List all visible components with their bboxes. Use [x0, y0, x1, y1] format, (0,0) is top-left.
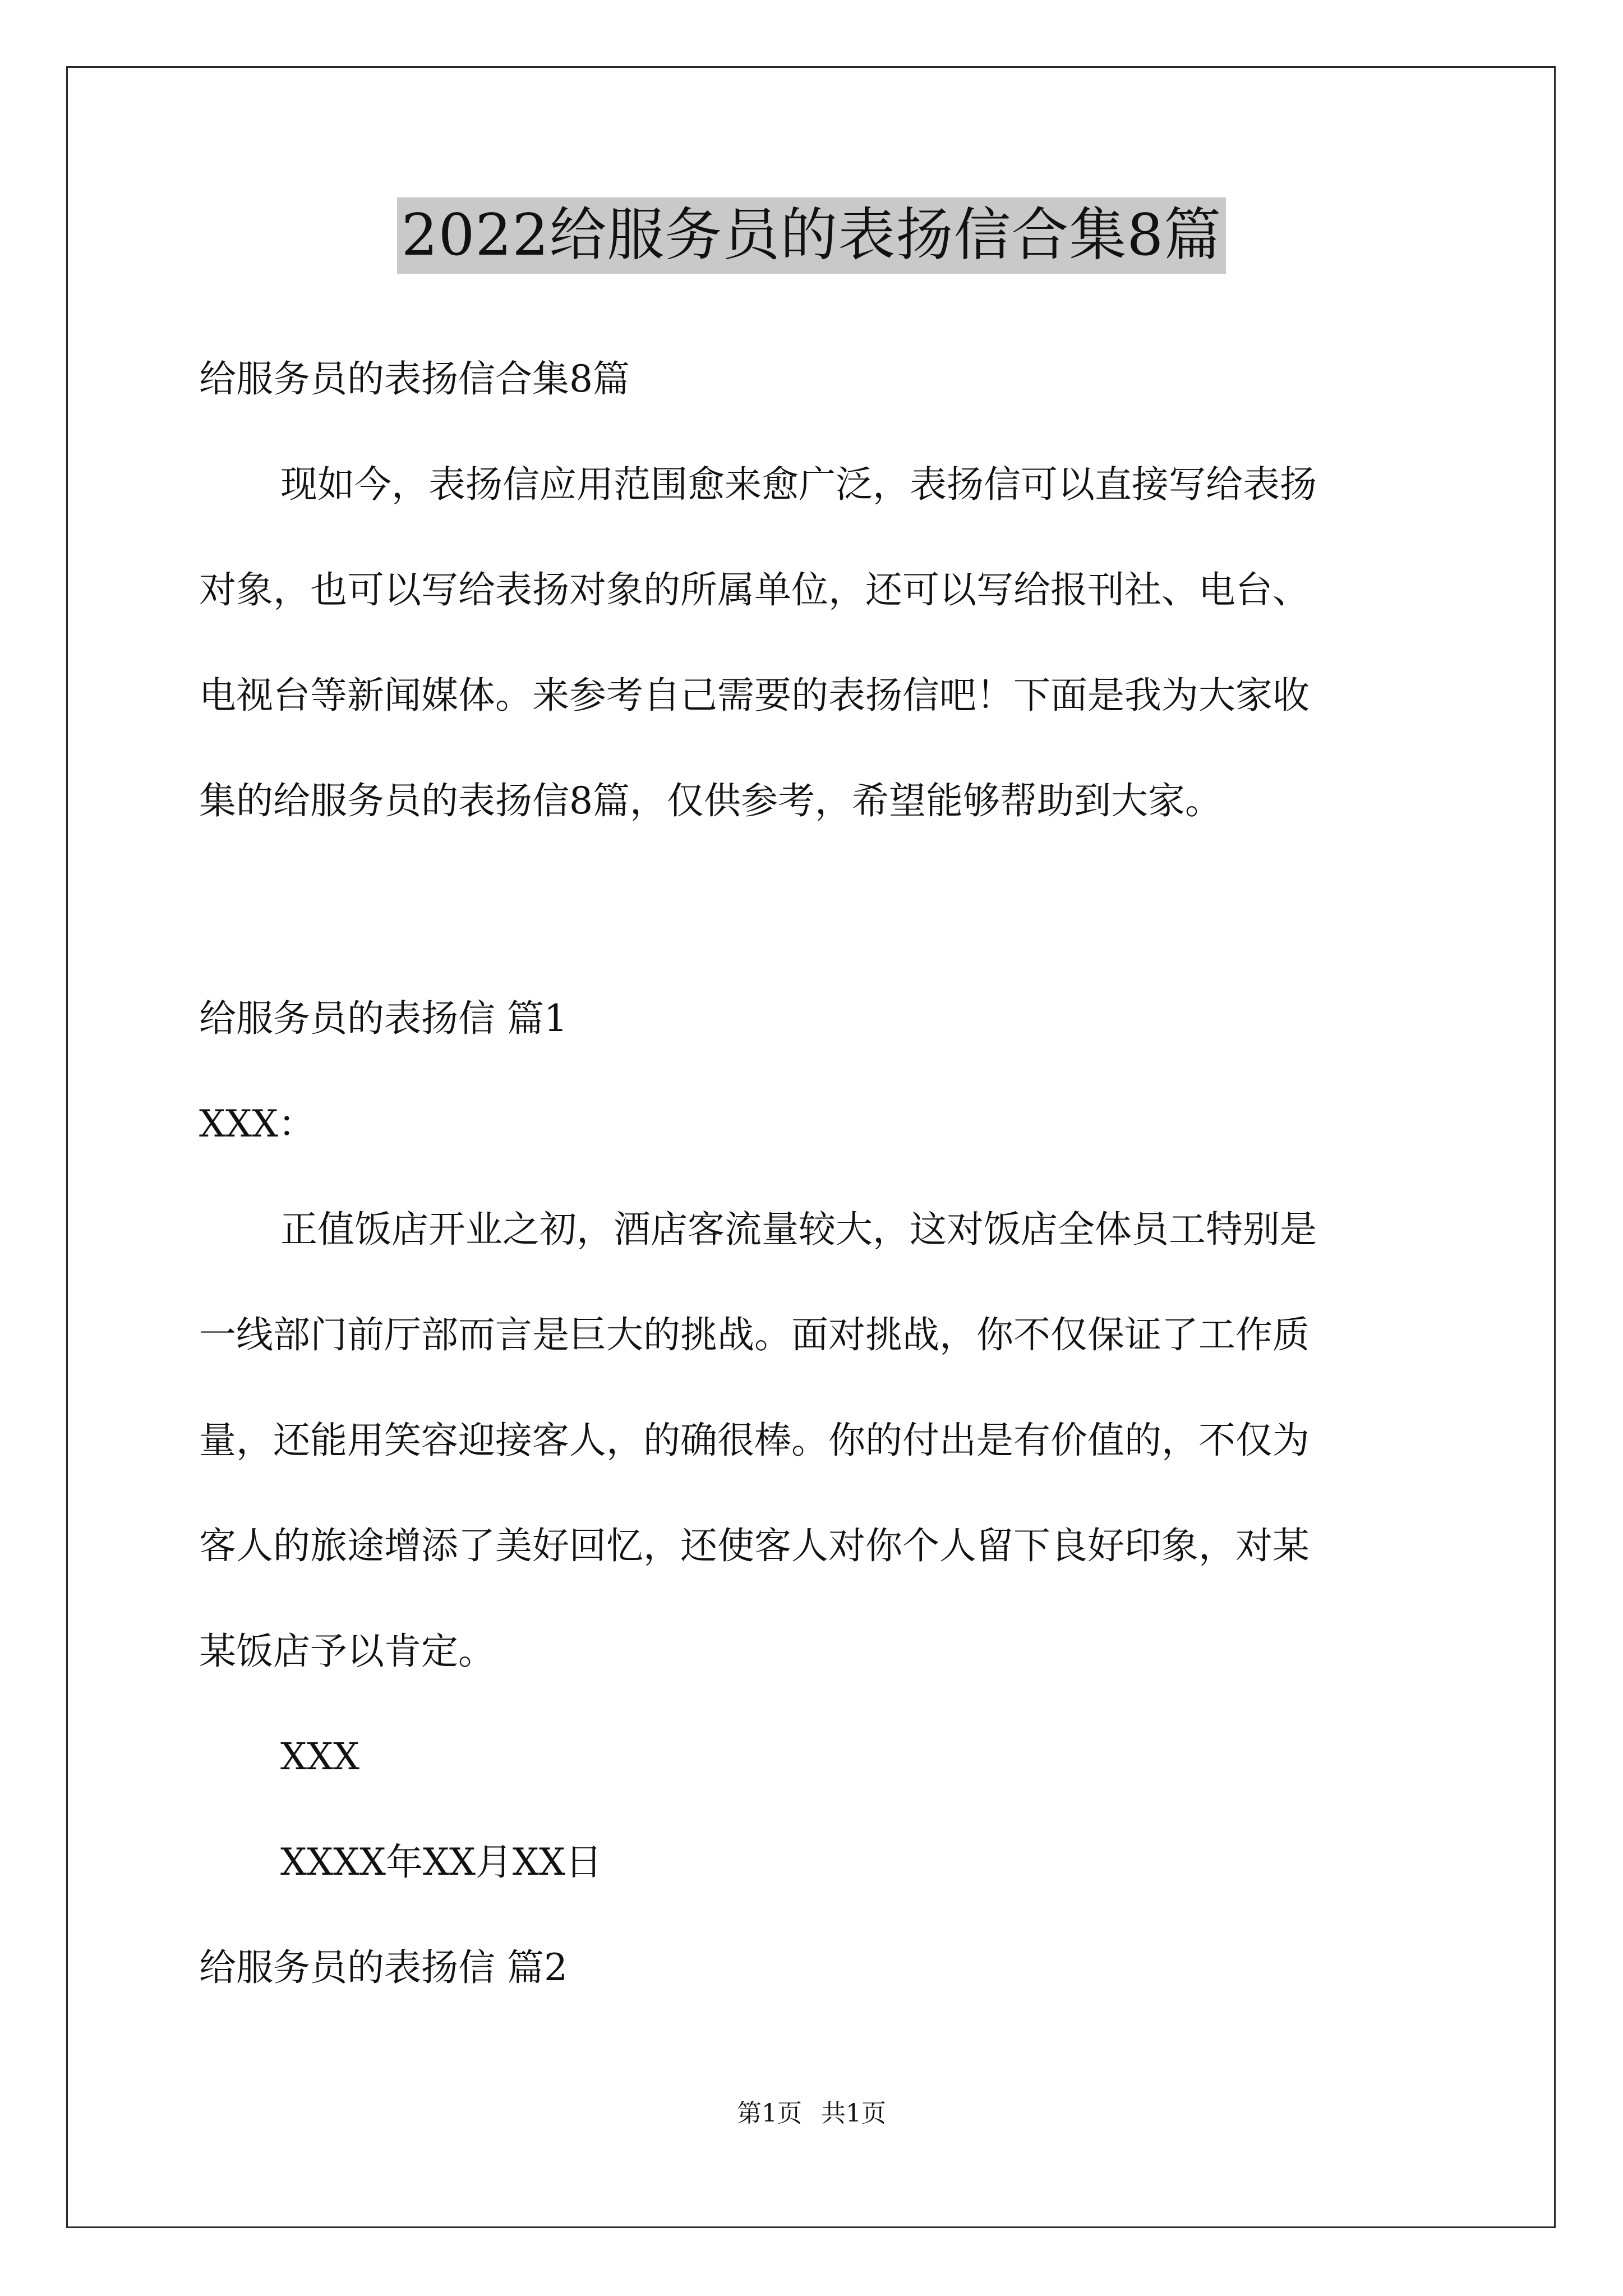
letter-body-line: 量，还能用笑容迎接客人，的确很棒。你的付出是有价值的，不仅为: [199, 1419, 1310, 1462]
letter-salutation: XXX：: [199, 1102, 315, 1145]
letter-body-line: 客人的旅途增添了美好回忆，还使客人对你个人留下良好印象，对某: [199, 1524, 1310, 1567]
intro-line: 现如今，表扬信应用范围愈来愈广泛，表扬信可以直接写给表扬: [280, 463, 1317, 506]
letter-body-line: 某饭店予以肯定。: [199, 1630, 495, 1673]
letter-body-line: 一线部门前厅部而言是巨大的挑战。面对挑战，你不仅保证了工作质: [199, 1313, 1310, 1356]
letter-date: XXXX年XX月XX日: [280, 1841, 602, 1884]
intro-line: 集的给服务员的表扬信8篇，仅供参考，希望能够帮助到大家。: [199, 779, 1222, 822]
document-title: 2022给服务员的表扬信合集8篇: [397, 197, 1226, 274]
letter-heading: 给服务员的表扬信 篇1: [199, 997, 568, 1040]
letter-body-line: 正值饭店开业之初，酒店客流量较大，这对饭店全体员工特别是: [280, 1208, 1317, 1251]
title-container: [0, 197, 1623, 274]
intro-line: 对象，也可以写给表扬对象的所属单位，还可以写给报刊社、电台、: [199, 568, 1310, 611]
letter-heading: 给服务员的表扬信 篇2: [199, 1946, 568, 1989]
page-total: 共1页: [821, 2099, 886, 2128]
page-number: 第1页: [737, 2099, 802, 2128]
intro-line: 电视台等新闻媒体。来参考自己需要的表扬信吧！下面是我为大家收: [199, 674, 1310, 717]
document-subtitle: 给服务员的表扬信合集8篇: [199, 357, 630, 401]
page-footer: [0, 2098, 1623, 2129]
letter-signature: XXX: [280, 1735, 359, 1778]
